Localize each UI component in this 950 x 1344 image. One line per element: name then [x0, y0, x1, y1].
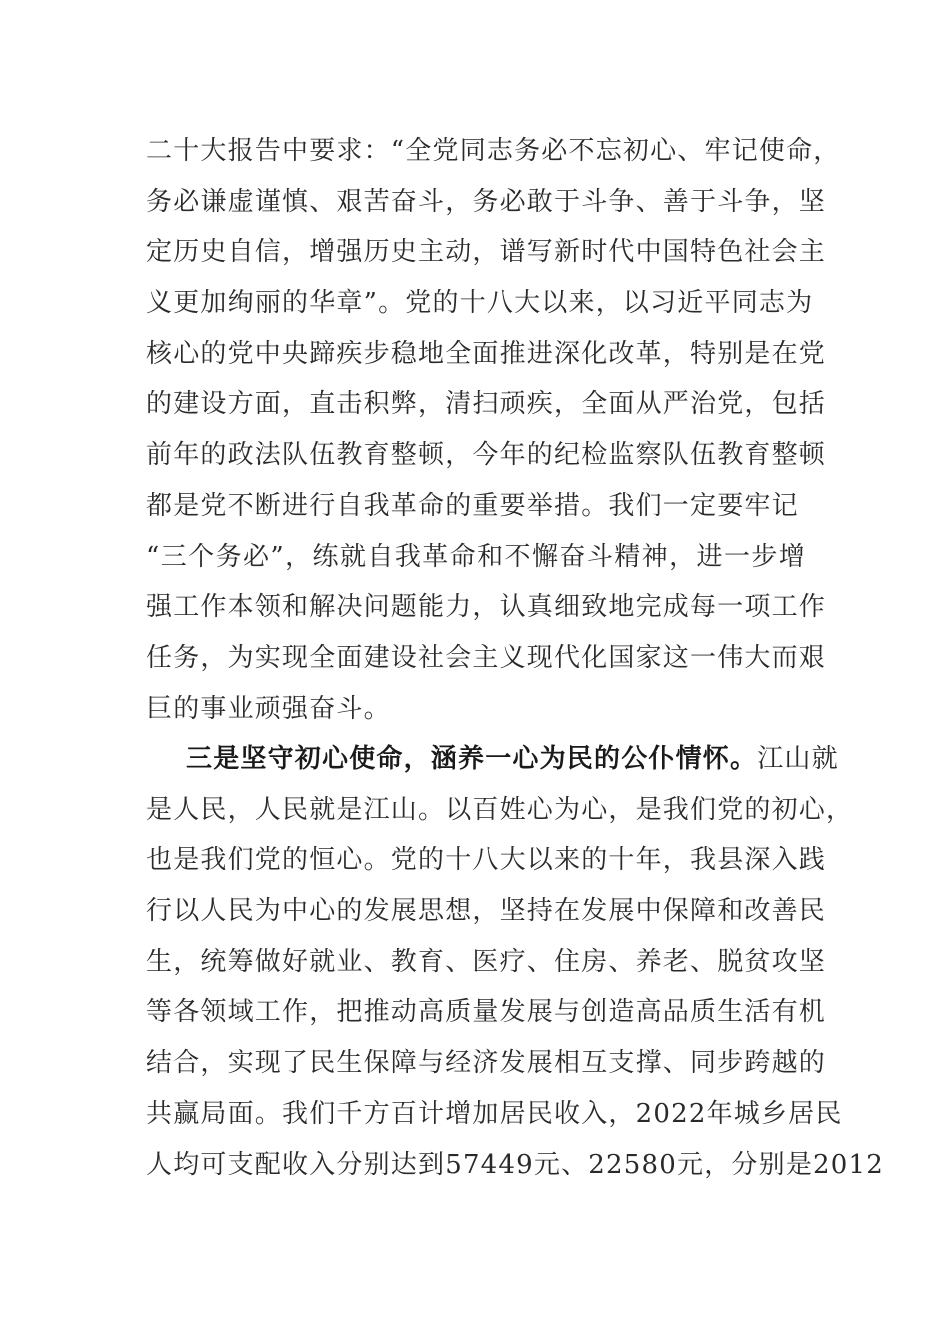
text-line: 结合，实现了民生保障与经济发展相互支撑、同步跨越的 [146, 1048, 827, 1079]
text-line: 核心的党中央蹄疾步稳地全面推进深化改革，特别是在党 [146, 338, 827, 369]
text-line [146, 734, 839, 785]
text-line: 行以人民为中心的发展思想，坚持在发展中保障和改善民 [146, 896, 827, 927]
text-line: 是人民，人民就是江山。以百姓心为心，是我们党的初心， [146, 794, 854, 825]
text-line: 前年的政法队伍教育整顿，今年的纪检监察队伍教育整顿 [146, 440, 827, 471]
text-line: 二十大报告中要求：“全党同志务必不忘初心、牢记使命， [146, 136, 841, 166]
text-line: 都是党不断进行自我革命的重要举措。我们一定要牢记 [146, 490, 799, 521]
text-line: 人均可支配收入分别达到57449元、22580元，分别是2012 [146, 1149, 884, 1180]
text-line: 生，统筹做好就业、教育、医疗、住房、养老、脱贫攻坚 [146, 946, 827, 977]
heading-continuation: 江山就 [757, 744, 839, 774]
text-line: 也是我们党的恒心。党的十八大以来的十年，我县深入践 [146, 845, 827, 876]
text-line: “三个务必”，练就自我革命和不懈奋斗精神，进一步增 [146, 541, 806, 572]
paragraph-2 [146, 734, 884, 1190]
text-line: 定历史自信，增强历史主动，谱写新时代中国特色社会主 [146, 237, 827, 268]
section-heading: 三是坚守初心使命，涵养一心为民的公仆情怀。 [186, 744, 758, 774]
text-line: 务必谦虚谨慎、艰苦奋斗，务必敢于斗争、善于斗争，坚 [146, 186, 827, 217]
text-line: 的建设方面，直击积弊，清扫顽疾，全面从严治党，包括 [146, 389, 827, 420]
text-line: 等各领域工作，把推动高质量发展与创造高品质生活有机 [146, 997, 827, 1028]
paragraph-1 [146, 126, 841, 734]
text-line: 任务，为实现全面建设社会主义现代化国家这一伟大而艰 [146, 642, 827, 673]
text-line: 共赢局面。我们千方百计增加居民收入，2022年城乡居民 [146, 1098, 843, 1129]
text-line: 强工作本领和解决问题能力，认真细致地完成每一项工作 [146, 592, 827, 623]
text-line: 义更加绚丽的华章”。党的十八大以来，以习近平同志为 [146, 288, 814, 319]
text-line: 巨的事业顽强奋斗。 [146, 693, 391, 724]
